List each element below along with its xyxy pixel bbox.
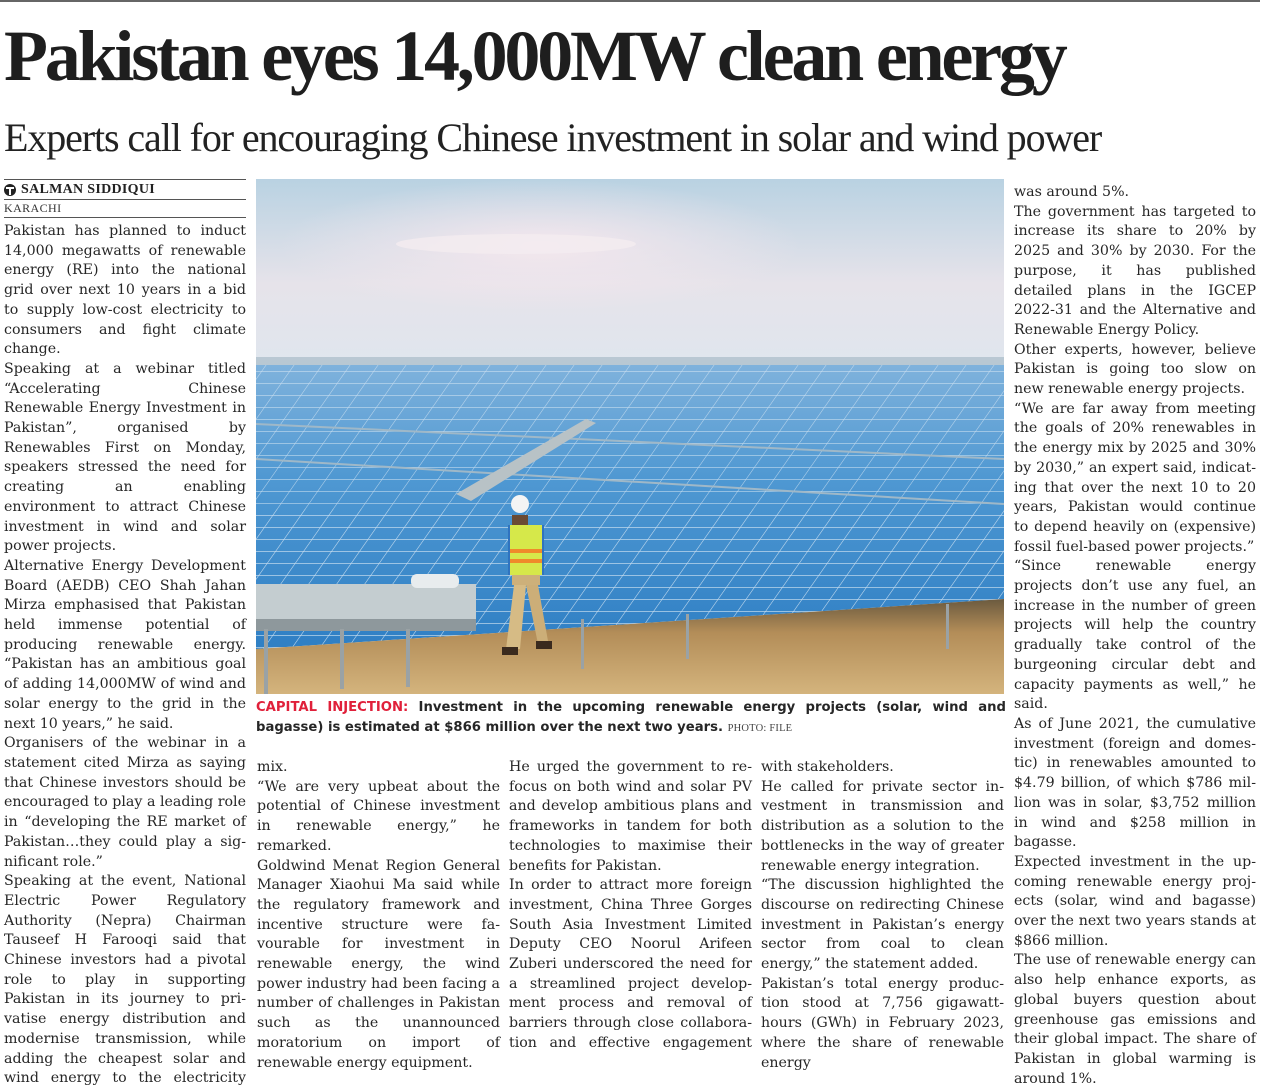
- paragraph: Other experts, however, believe Pakistan is going too slow on new renewable energy projects.: [1014, 341, 1256, 398]
- subheadline: Experts call for encouraging Chinese investment in solar and wind power: [4, 115, 1102, 160]
- paragraph: The use of renewable energy can also help enhance exports, as global buyers question about greenhouse gas emissions and their global impact. The share of Pakistan in global warming is around 1%.: [1014, 952, 1256, 1087]
- paragraph: The government has targeted to increase its share to 20% by 2025 and 30% by 2030. For the purpose, it has published detailed plans in the IGCEP 2022-31 and the Alternative and Renewable Energy Policy.: [1014, 203, 1256, 338]
- paragraph: Pakistan has planned to induct 14,000 megawatts of renewable energy (RE) into the national grid over next 10 years in a bid to supply low-cost electricity to consumers and fight climate change.: [4, 223, 246, 358]
- paragraph: with stakeholders.: [761, 759, 894, 775]
- author-name: SALMAN SIDDIQUI: [21, 181, 156, 197]
- paragraph: “We are very upbeat about the potential of Chinese investment in renewable energy,” he remarked.: [257, 778, 500, 854]
- solar-farm-photo-icon: [256, 179, 1004, 694]
- paragraph: In order to attract more foreign investment, China Three Gorges South Asia Investment Limited Deputy CEO Noorul Arifeen Zuberi underscored the need for a streamlined project development process and removal of barriers through close collaboration and effective engagement: [509, 877, 752, 1051]
- paragraph: Goldwind Menat Region General Manager Xiaohui Ma said while the regulatory framework and incentive structure were favourable for investment in renewable energy, the wind power industry had been facing a number of challenges in Pakistan such as the unannounced moratorium on import of renewable energy equipment.: [257, 857, 500, 1071]
- article-column-5: [1014, 183, 1256, 1089]
- photo-caption: [256, 698, 1006, 739]
- paragraph: Organisers of the webinar in a statement cited Mirza as saying that Chinese investors should be encouraged to play a leading role in “developing the RE market of Pakistan…they could play a significant role.”: [4, 735, 246, 870]
- paragraph: “Since renewable energy projects don’t use any fuel, an increase in the number of green projects will help the country gradually take control of the burgeoning circular debt and capacity payments as well,” he said.: [1014, 558, 1256, 713]
- photo-credit: PHOTO: FILE: [727, 723, 793, 734]
- byline: [4, 180, 246, 200]
- headline: Pakistan eyes 14,000MW clean energy: [4, 16, 1065, 96]
- paragraph: “The discussion highlighted the discourse on redirecting Chinese investment in Pakistan’s energy sector from coal to clean energy,” the statement added.: [761, 877, 1004, 973]
- paragraph: Speaking at a webinar titled “Accelerating Chinese Renewable Energy Investment in Pakistan”, organised by Renewables First on Monday, speakers stressed the need for creating an enabling environment to attract Chinese investment in wind and solar power projects.: [4, 360, 246, 555]
- article-column-2: [257, 758, 500, 1073]
- publication-logo-icon: [4, 184, 16, 196]
- paragraph: Alternative Energy Development Board (AEDB) CEO Shah Jahan Mirza emphasised that Pakistan held immense potential of producing renewable energy. “Pakistan has an ambitious goal of adding 14,000MW of wind and solar energy to the grid in the next 10 years,” he said.: [4, 557, 246, 732]
- article-column-3: [509, 758, 752, 1054]
- paragraph: Speaking at the event, National Electric Power Regulatory Authority (Nepra) Chairman Tauseef H Farooqi said that Chinese investors had a pivotal role to play in supporting Pakistan in its journey to privatise energy distribution and modernise transmission, while adding the cheapest solar and wind energy to the electricity: [4, 873, 246, 1087]
- dateline: KARACHI: [4, 200, 246, 218]
- paragraph: He urged the government to refocus on both wind and solar PV and develop ambitious plans and frameworks in tandem for both technologies to maximise their benefits for Pakistan.: [509, 759, 752, 874]
- article-photo: [256, 179, 1004, 694]
- paragraph: Expected investment in the upcoming renewable energy projects (solar, wind and bagasse) over the next two years stands at $866 million.: [1014, 853, 1256, 949]
- paragraph: mix.: [257, 759, 288, 775]
- article-column-1: [4, 222, 246, 1089]
- article-column-4: [761, 758, 1004, 1073]
- paragraph: As of June 2021, the cumulative investment (foreign and domestic) in renewables amounted to $4.79 billion, of which $786 million was in solar, $3,752 million in wind and $258 million in bagasse.: [1014, 715, 1256, 851]
- paragraph: Pakistan’s total energy production stood at 7,756 gigawatt-hours (GWh) in February 2023, where the share of renewable energy: [761, 975, 1004, 1071]
- caption-kicker: CAPITAL INJECTION:: [256, 700, 409, 715]
- top-rule: [0, 0, 1260, 2]
- byline-block: [4, 179, 246, 218]
- caption-text: Investment in the upcoming renewable energy projects (solar, wind and bagasse) is estimated at $866 million over the next two years.: [256, 700, 1006, 735]
- paragraph: “We are far away from meeting the goals of 20% renewables in the energy mix by 2025 and 30% by 2030,” an expert said, indicating that over the next 10 to 20 years, Pakistan would continue to depend heavily on (expensive) fossil fuel-based power projects.”: [1014, 400, 1256, 555]
- paragraph: was around 5%.: [1014, 184, 1130, 200]
- paragraph: He called for private sector investment in transmission and distribution as a solution to the bottlenecks in the way of greater renewable energy integration.: [761, 778, 1004, 874]
